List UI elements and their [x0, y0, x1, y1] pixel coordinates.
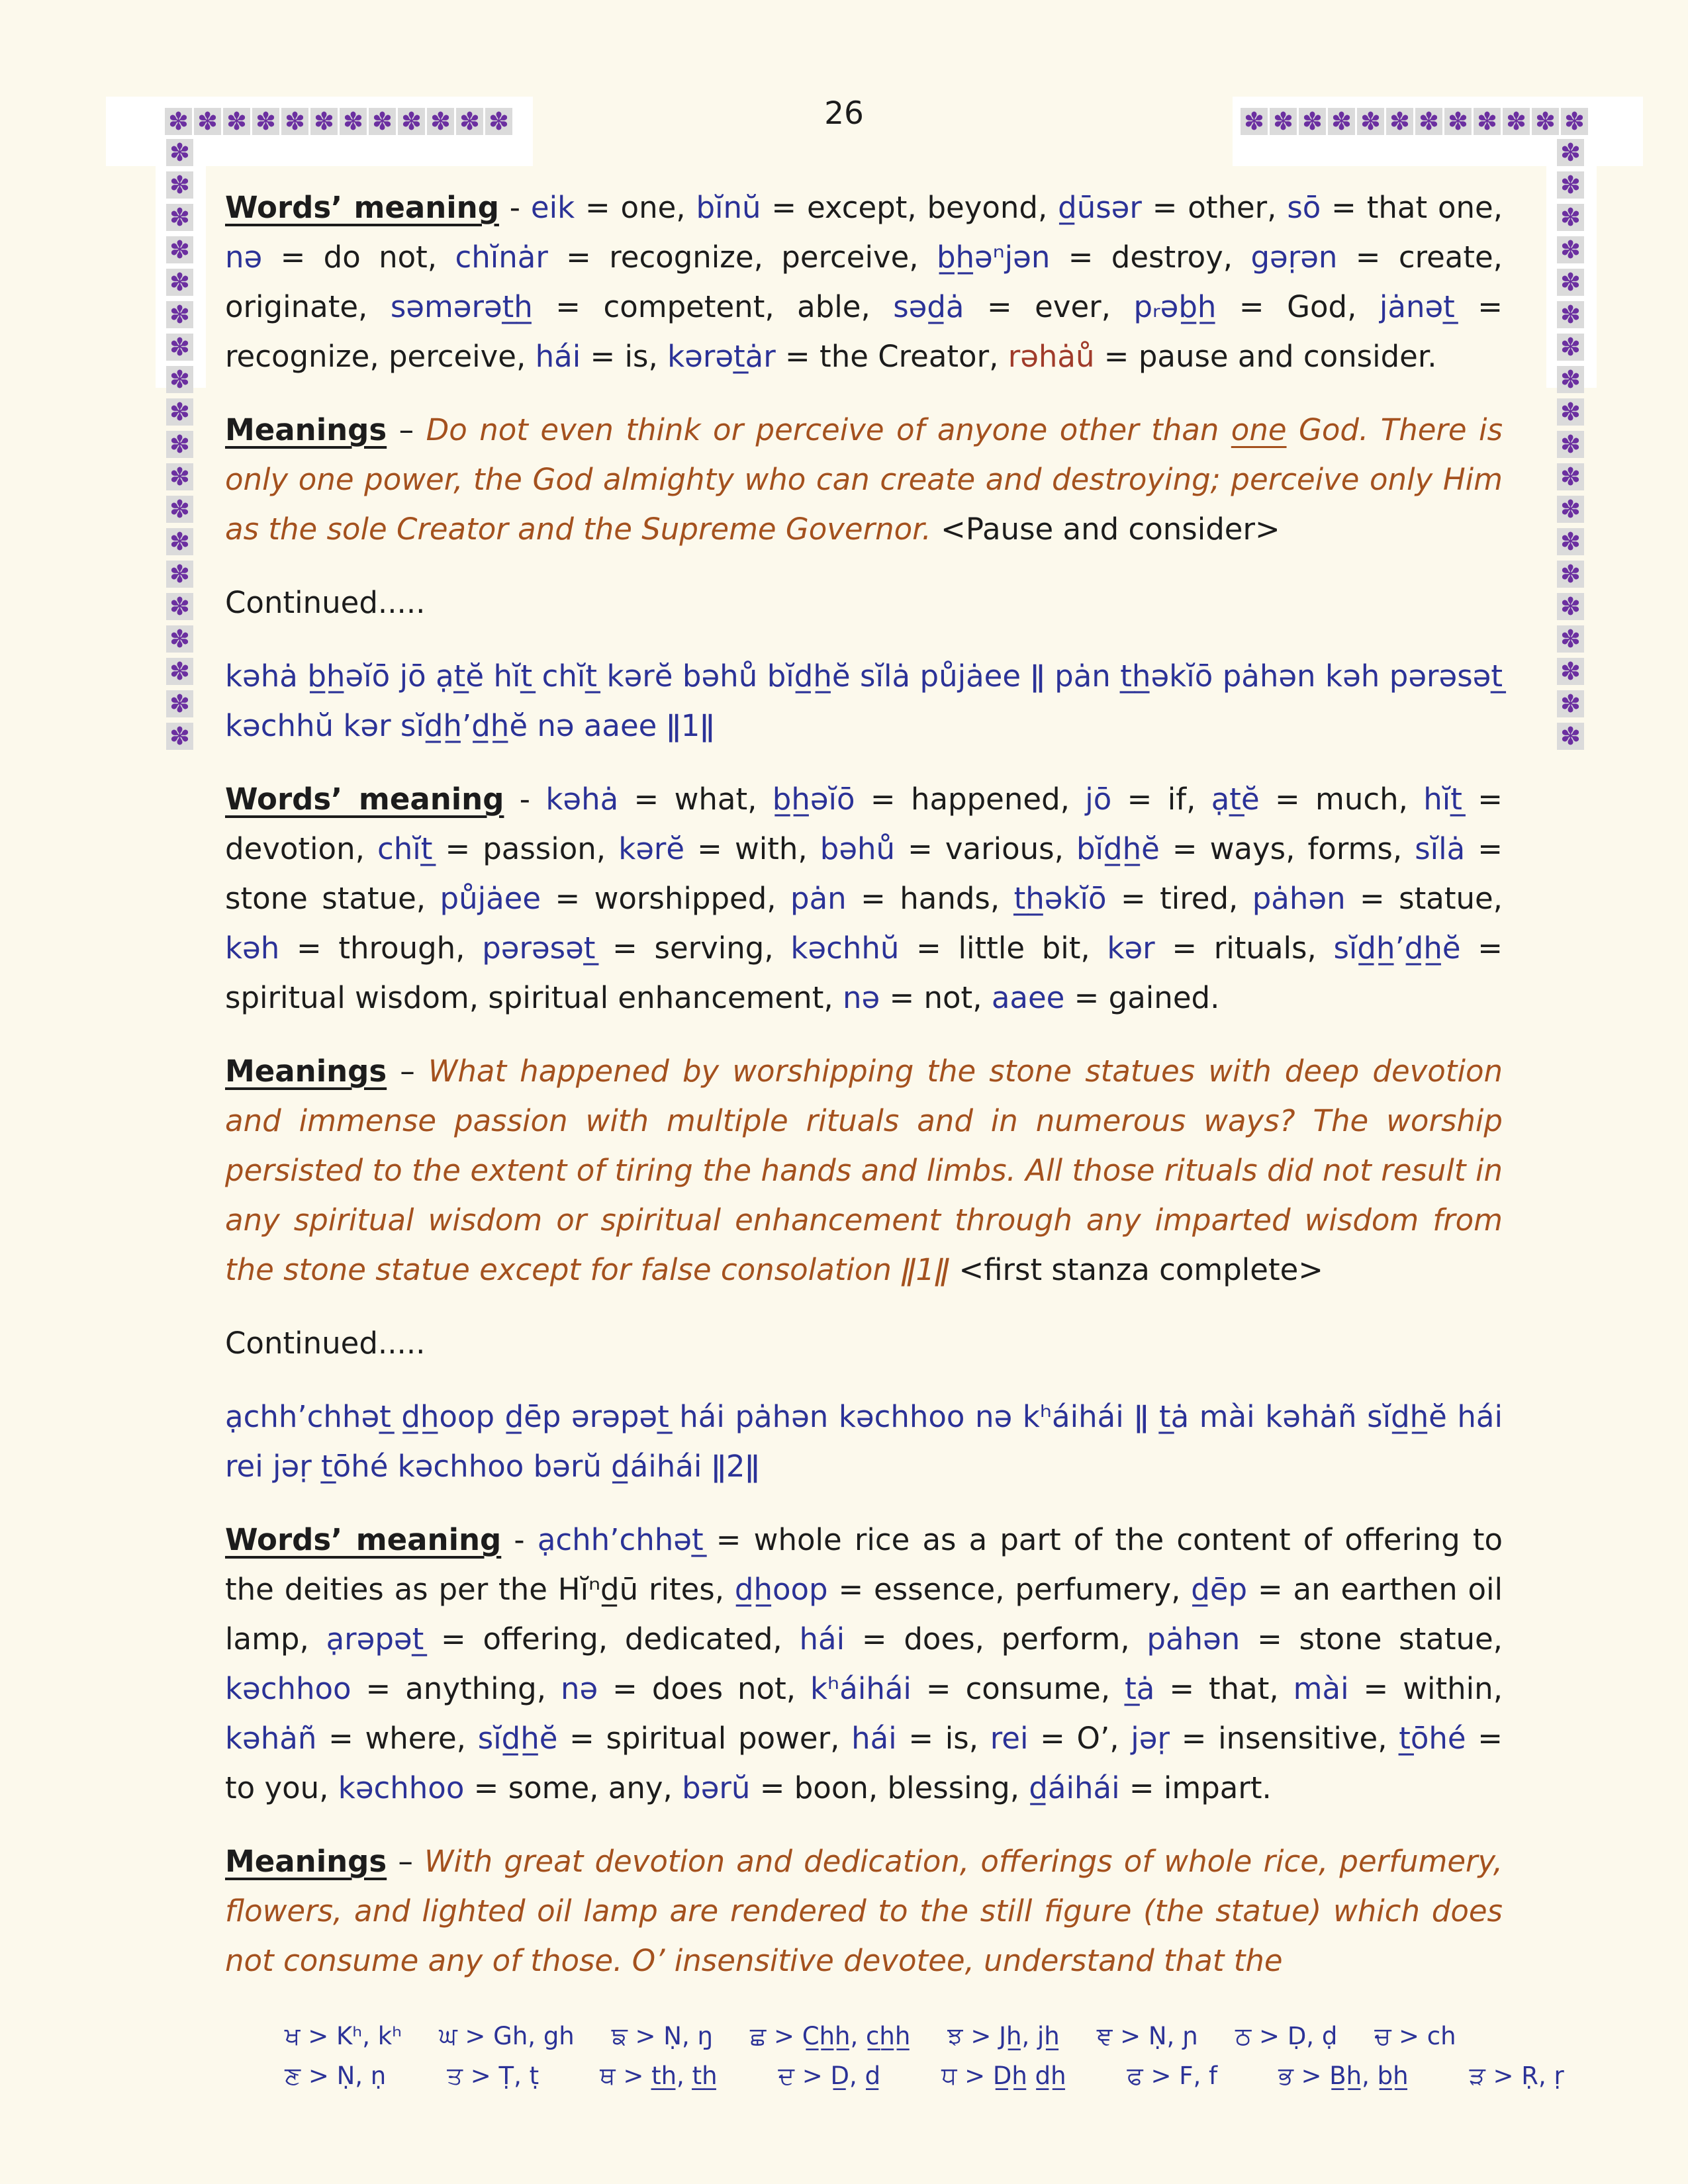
- translit-mapping: ਝ > Jh̲, jh̲: [947, 2022, 1060, 2050]
- flower-icon: ✽: [166, 625, 193, 653]
- flower-icon: ✽: [1557, 723, 1584, 750]
- text-segment: = destroy,: [1050, 240, 1251, 275]
- flower-icon: ✽: [1557, 366, 1584, 393]
- flower-icon: ✽: [1557, 398, 1584, 426]
- flower-icon: ✽: [166, 658, 193, 685]
- text-segment: t̲h̲əkĭō: [1013, 881, 1107, 916]
- flower-icon: ✽: [223, 108, 250, 135]
- words-meaning-paragraph-2: [225, 774, 1503, 1023]
- text-segment: = spiritual wisdom, spiritual enhancement,: [225, 931, 1503, 1015]
- text-segment: –: [387, 1054, 428, 1089]
- flower-icon: ✽: [166, 431, 193, 458]
- text-segment: = other,: [1141, 190, 1288, 225]
- translit-mapping: ਚ > ch: [1374, 2022, 1456, 2050]
- flower-icon: ✽: [166, 593, 193, 620]
- text-segment: səmərət̲h̲: [390, 289, 533, 324]
- text-segment: kərət̲ȧr: [667, 339, 776, 374]
- text-segment: = offering, dedicated,: [424, 1621, 800, 1657]
- flower-icon: ✽: [194, 108, 221, 135]
- text-segment: b̲h̲əĭō: [772, 782, 855, 817]
- text-segment: Meanings: [225, 1054, 387, 1089]
- text-segment: = does not,: [598, 1671, 810, 1706]
- text-segment: = anything,: [351, 1671, 561, 1706]
- text-segment: = rituals,: [1154, 931, 1334, 966]
- flower-icon: ✽: [166, 204, 193, 231]
- text-segment: What happened by worshipping the stone statues with deep devotion and immense passion with multiple rituals and in numerous ways? The worship persisted to the extent of tiring the hands and limbs. All those rituals did not result in any spiritual wisdom or spiritual enhancement through any imparted wisdom from the stone statue except for false consolation ǁ1ǁ: [225, 1054, 1503, 1287]
- page-content: [225, 0, 1503, 2009]
- text-segment: chĭt̲: [377, 831, 433, 866]
- text-segment: = competent, able,: [532, 289, 894, 324]
- text-segment: = serving,: [595, 931, 791, 966]
- translit-mapping: ਣ > Ṇ, ṇ: [285, 2062, 387, 2090]
- text-segment: mài: [1293, 1671, 1349, 1706]
- text-segment: God. There is only one power, the God almighty who can create and destroying; perceive only Him as the sole Creator and the Supreme Governor.: [225, 412, 1503, 547]
- translit-mapping: ਦ > D̲, d̲: [778, 2062, 881, 2090]
- flower-icon: ✽: [427, 108, 454, 135]
- flower-icon: ✽: [1557, 431, 1584, 458]
- gurbani-verse-2: [225, 1392, 1503, 1491]
- text-segment: = that,: [1154, 1671, 1293, 1706]
- words-meaning-paragraph-3: [225, 1515, 1503, 1813]
- text-segment: Do not even think or perceive of anyone other than: [426, 412, 1231, 447]
- text-segment: sĭlȧ: [1415, 831, 1466, 866]
- text-segment: bĭnŭ: [696, 190, 761, 225]
- flower-icon: ✽: [1561, 108, 1588, 135]
- translit-mapping: ਥ > t̲h̲, t̲h̲: [600, 2062, 718, 2090]
- text-segment: hĭt̲: [1423, 782, 1462, 817]
- flower-icon: ✽: [1557, 204, 1584, 231]
- flower-icon: ✽: [166, 301, 193, 328]
- text-segment: <first stanza complete>: [959, 1252, 1324, 1287]
- text-segment: = little bit,: [899, 931, 1107, 966]
- text-segment: Words’ meaning: [225, 190, 499, 225]
- transliteration-key-row-2: [285, 2060, 1564, 2093]
- text-segment: = consume,: [911, 1671, 1125, 1706]
- text-segment: one: [1231, 412, 1287, 447]
- flower-icon: ✽: [485, 108, 512, 135]
- text-segment: d̲h̲oop: [734, 1572, 828, 1607]
- flower-icon: ✽: [1557, 139, 1584, 166]
- text-segment: = tired,: [1106, 881, 1252, 916]
- text-segment: pȧhən: [1252, 881, 1346, 916]
- text-segment: kʰáihái: [810, 1671, 912, 1706]
- text-segment: = passion,: [432, 831, 619, 866]
- text-segment: = spiritual power,: [557, 1721, 852, 1756]
- flower-icon: ✽: [1503, 108, 1530, 135]
- words-meaning-paragraph-1: [225, 183, 1503, 381]
- text-segment: kərĕ: [618, 831, 685, 866]
- text-segment: ạchh’chhət̲: [537, 1522, 704, 1557]
- text-segment: = boon, blessing,: [750, 1770, 1029, 1805]
- flower-icon: ✽: [166, 171, 193, 199]
- text-segment: půjȧee: [440, 881, 541, 916]
- text-segment: rəhȧů: [1008, 339, 1095, 374]
- text-segment: = recognize, perceive,: [225, 289, 1503, 374]
- text-segment: t̲ȧ: [1125, 1671, 1155, 1706]
- text-segment: d̲ūsər: [1058, 190, 1142, 225]
- text-segment: -: [504, 782, 546, 817]
- text-segment: nə: [225, 240, 263, 275]
- flower-icon: ✽: [252, 108, 279, 135]
- translit-mapping: ਭ > B̲h̲, b̲h̲: [1278, 2062, 1409, 2090]
- flower-icon: ✽: [166, 528, 193, 555]
- text-segment: = with,: [684, 831, 820, 866]
- text-segment: -: [501, 1522, 538, 1557]
- flower-icon: ✽: [1299, 108, 1326, 135]
- text-segment: pȧn: [790, 881, 847, 916]
- translit-mapping: ਤ > Ṭ, ṭ: [447, 2062, 539, 2090]
- flower-icon: ✽: [1328, 108, 1355, 135]
- flower-icon: ✽: [1557, 528, 1584, 555]
- text-segment: <Pause and consider>: [941, 512, 1280, 547]
- flower-icon: ✽: [1415, 108, 1442, 135]
- text-segment: pərəsət̲: [482, 931, 596, 966]
- flower-icon: ✽: [310, 108, 338, 135]
- text-segment: sĭd̲h̲’d̲h̲ĕ: [1333, 931, 1461, 966]
- text-segment: = devotion,: [225, 782, 1503, 866]
- text-segment: chĭnȧr: [455, 240, 548, 275]
- text-segment: = create, originate,: [225, 240, 1503, 324]
- text-segment: kəhȧ: [545, 782, 619, 817]
- meanings-paragraph-2: [225, 1046, 1503, 1295]
- flower-icon: ✽: [1557, 561, 1584, 588]
- flower-border-right: [1557, 139, 1584, 750]
- flower-icon: ✽: [166, 463, 193, 490]
- text-segment: jȧnət̲: [1379, 289, 1455, 324]
- flower-icon: ✽: [1532, 108, 1559, 135]
- text-segment: ạt̲ĕ: [1211, 782, 1260, 817]
- flower-icon: ✽: [165, 108, 192, 135]
- text-segment: sĭd̲h̲ĕ: [477, 1721, 558, 1756]
- flower-icon: ✽: [1557, 690, 1584, 717]
- flower-icon: ✽: [1386, 108, 1413, 135]
- text-segment: hái: [851, 1721, 897, 1756]
- page-number: 26: [824, 95, 864, 132]
- flower-icon: ✽: [1444, 108, 1472, 135]
- flower-icon: ✽: [166, 139, 193, 166]
- text-segment: rei: [990, 1721, 1029, 1756]
- text-segment: = except, beyond,: [761, 190, 1058, 225]
- text-segment: = worshipped,: [541, 881, 791, 916]
- text-segment: bəhů: [820, 831, 896, 866]
- text-segment: = where,: [316, 1721, 478, 1756]
- text-segment: = pause and consider.: [1094, 339, 1437, 374]
- text-segment: = within,: [1348, 1671, 1503, 1706]
- text-segment: = to you,: [225, 1721, 1503, 1805]
- flower-icon: ✽: [456, 108, 483, 135]
- text-segment: With great devotion and dedication, offerings of whole rice, perfumery, flowers, and lighted oil lamp are rendered to the still figure (the statue) which does not consume any of those. O’ insensitive devotee, understand that the: [225, 1844, 1503, 1978]
- text-segment: = is,: [581, 339, 668, 374]
- flower-icon: ✽: [166, 398, 193, 426]
- text-segment: sō: [1287, 190, 1321, 225]
- flower-border-left: [166, 139, 193, 750]
- text-segment: = stone statue,: [225, 831, 1503, 916]
- text-segment: bərŭ: [682, 1770, 751, 1805]
- text-segment: = ever,: [964, 289, 1134, 324]
- translit-mapping: ਖ > Kʰ, kʰ: [285, 2022, 402, 2050]
- text-segment: d̲áihái: [1029, 1770, 1120, 1805]
- continued-line-2: [225, 1318, 1503, 1368]
- text-segment: = through,: [279, 931, 483, 966]
- text-segment: jō: [1085, 782, 1112, 817]
- flower-icon: ✽: [166, 496, 193, 523]
- text-segment: = does, perform,: [845, 1621, 1147, 1657]
- text-segment: = ways, forms,: [1159, 831, 1415, 866]
- text-segment: aaee: [991, 980, 1065, 1015]
- text-segment: bĭd̲h̲ĕ: [1076, 831, 1160, 866]
- text-segment: gəṛən: [1250, 240, 1338, 275]
- text-segment: nə: [842, 980, 880, 1015]
- text-segment: = hands,: [846, 881, 1014, 916]
- flower-icon: ✽: [1557, 171, 1584, 199]
- text-segment: Continued.....: [225, 585, 426, 620]
- meanings-paragraph-3: [225, 1837, 1503, 1985]
- text-segment: kəh: [225, 931, 280, 966]
- text-segment: = impart.: [1119, 1770, 1272, 1805]
- text-segment: nə: [560, 1671, 598, 1706]
- text-segment: ạchh’chhət̲ d̲h̲oop d̲ēp ərəpət̲ hái pȧhən kəchhoo nə kʰáihái ǁ t̲ȧ mài kəhȧñ sĭd̲h̲ĕ hái rei jəṛ t̲ōhé kəchhoo bərŭ d̲áihái ǁ2ǁ: [225, 1399, 1503, 1484]
- text-segment: = God,: [1216, 289, 1380, 324]
- text-segment: hái: [535, 339, 581, 374]
- text-segment: = gained.: [1064, 980, 1220, 1015]
- flower-icon: ✽: [1474, 108, 1501, 135]
- translit-mapping: ਠ > Ḍ, ḍ: [1235, 2022, 1338, 2050]
- translit-mapping: ਧ > D̲h̲ d̲h̲: [941, 2062, 1066, 2090]
- text-segment: hái: [799, 1621, 845, 1657]
- text-segment: = essence, perfumery,: [827, 1572, 1192, 1607]
- text-segment: d̲ēp: [1191, 1572, 1248, 1607]
- gurbani-verse-1: [225, 651, 1503, 751]
- flower-icon: ✽: [1557, 301, 1584, 328]
- flower-icon: ✽: [1557, 625, 1584, 653]
- text-segment: kəhȧñ: [225, 1721, 317, 1756]
- text-segment: eik: [530, 190, 575, 225]
- translit-mapping: ੜ > Ṛ, ṛ: [1469, 2062, 1564, 2090]
- text-segment: pȧhən: [1147, 1621, 1241, 1657]
- text-segment: kəhȧ b̲h̲əĭō jō ạt̲ĕ hĭt̲ chĭt̲ kərĕ bəhů bĭd̲h̲ĕ sĭlȧ půjȧee ǁ pȧn t̲h̲əkĭō pȧhən kəh pərəsət̲ kəchhŭ kər sĭd̲h̲’d̲h̲ĕ nə aaee ǁ1ǁ: [225, 659, 1503, 743]
- text-segment: -: [498, 190, 531, 225]
- text-segment: = statue,: [1345, 881, 1503, 916]
- text-segment: = an earthen oil lamp,: [225, 1572, 1503, 1657]
- text-segment: = stone statue,: [1240, 1621, 1503, 1657]
- transliteration-key-row-1: [285, 2020, 1476, 2053]
- text-segment: kəchhoo: [225, 1671, 352, 1706]
- flower-icon: ✽: [1557, 236, 1584, 263]
- text-segment: b̲h̲əⁿjən: [936, 240, 1051, 275]
- continued-line-1: [225, 578, 1503, 627]
- meanings-paragraph-1: [225, 405, 1503, 554]
- translit-mapping: ਞ > Ṇ, ɲ: [1096, 2022, 1198, 2050]
- text-segment: = the Creator,: [775, 339, 1008, 374]
- text-segment: kər: [1107, 931, 1155, 966]
- flower-icon: ✽: [166, 334, 193, 361]
- flower-icon: ✽: [166, 723, 193, 750]
- flower-icon: ✽: [281, 108, 308, 135]
- translit-mapping: ਛ > C̲h̲h̲, c̲h̲h̲: [749, 2022, 911, 2050]
- translit-mapping: ਙ > Ṇ, ŋ: [611, 2022, 713, 2050]
- text-segment: = much,: [1259, 782, 1424, 817]
- text-segment: = O’,: [1028, 1721, 1131, 1756]
- text-segment: ạrəpət̲: [326, 1621, 424, 1657]
- text-segment: pᵣəb̲h̲: [1133, 289, 1217, 324]
- text-segment: = various,: [895, 831, 1076, 866]
- translit-mapping: ਫ > F, f: [1127, 2062, 1218, 2090]
- translit-mapping: ਘ > Gh, gh: [439, 2022, 575, 2050]
- flower-icon: ✽: [340, 108, 367, 135]
- text-segment: Meanings: [225, 412, 387, 447]
- text-segment: Words’ meaning: [225, 1522, 502, 1557]
- flower-icon: ✽: [1270, 108, 1297, 135]
- text-segment: –: [387, 1844, 425, 1879]
- text-segment: = some, any,: [464, 1770, 682, 1805]
- flower-icon: ✽: [166, 690, 193, 717]
- text-segment: = happened,: [855, 782, 1086, 817]
- text-segment: = what,: [618, 782, 773, 817]
- flower-icon: ✽: [1557, 269, 1584, 296]
- text-segment: –: [387, 412, 426, 447]
- flower-icon: ✽: [398, 108, 425, 135]
- flower-icon: ✽: [1557, 658, 1584, 685]
- text-segment: jəṛ: [1131, 1721, 1170, 1756]
- flower-icon: ✽: [166, 561, 193, 588]
- text-segment: = recognize, perceive,: [547, 240, 937, 275]
- text-segment: = is,: [896, 1721, 990, 1756]
- text-segment: = that one,: [1321, 190, 1503, 225]
- flower-icon: ✽: [166, 236, 193, 263]
- text-segment: = not,: [880, 980, 992, 1015]
- flower-icon: ✽: [166, 269, 193, 296]
- text-segment: kəchhŭ: [790, 931, 900, 966]
- text-segment: = insensitive,: [1170, 1721, 1399, 1756]
- flower-icon: ✽: [1241, 108, 1268, 135]
- text-segment: səd̲ȧ: [893, 289, 964, 324]
- text-segment: t̲ōhé: [1399, 1721, 1466, 1756]
- text-segment: Meanings: [225, 1844, 387, 1879]
- flower-icon: ✽: [166, 366, 193, 393]
- flower-icon: ✽: [1557, 496, 1584, 523]
- flower-icon: ✽: [1557, 463, 1584, 490]
- text-segment: = if,: [1111, 782, 1211, 817]
- text-segment: Continued.....: [225, 1326, 426, 1361]
- text-segment: Words’ meaning: [225, 782, 504, 817]
- text-segment: = one,: [575, 190, 696, 225]
- flower-icon: ✽: [369, 108, 396, 135]
- transliteration-key: [285, 2020, 1564, 2093]
- text-segment: = whole rice as a part of the content of offering to the deities as per the Hĭⁿd̲ū rites,: [225, 1522, 1503, 1607]
- text-segment: kəchhoo: [338, 1770, 465, 1805]
- flower-icon: ✽: [1357, 108, 1384, 135]
- flower-icon: ✽: [1557, 334, 1584, 361]
- text-segment: = do not,: [262, 240, 455, 275]
- flower-icon: ✽: [1557, 593, 1584, 620]
